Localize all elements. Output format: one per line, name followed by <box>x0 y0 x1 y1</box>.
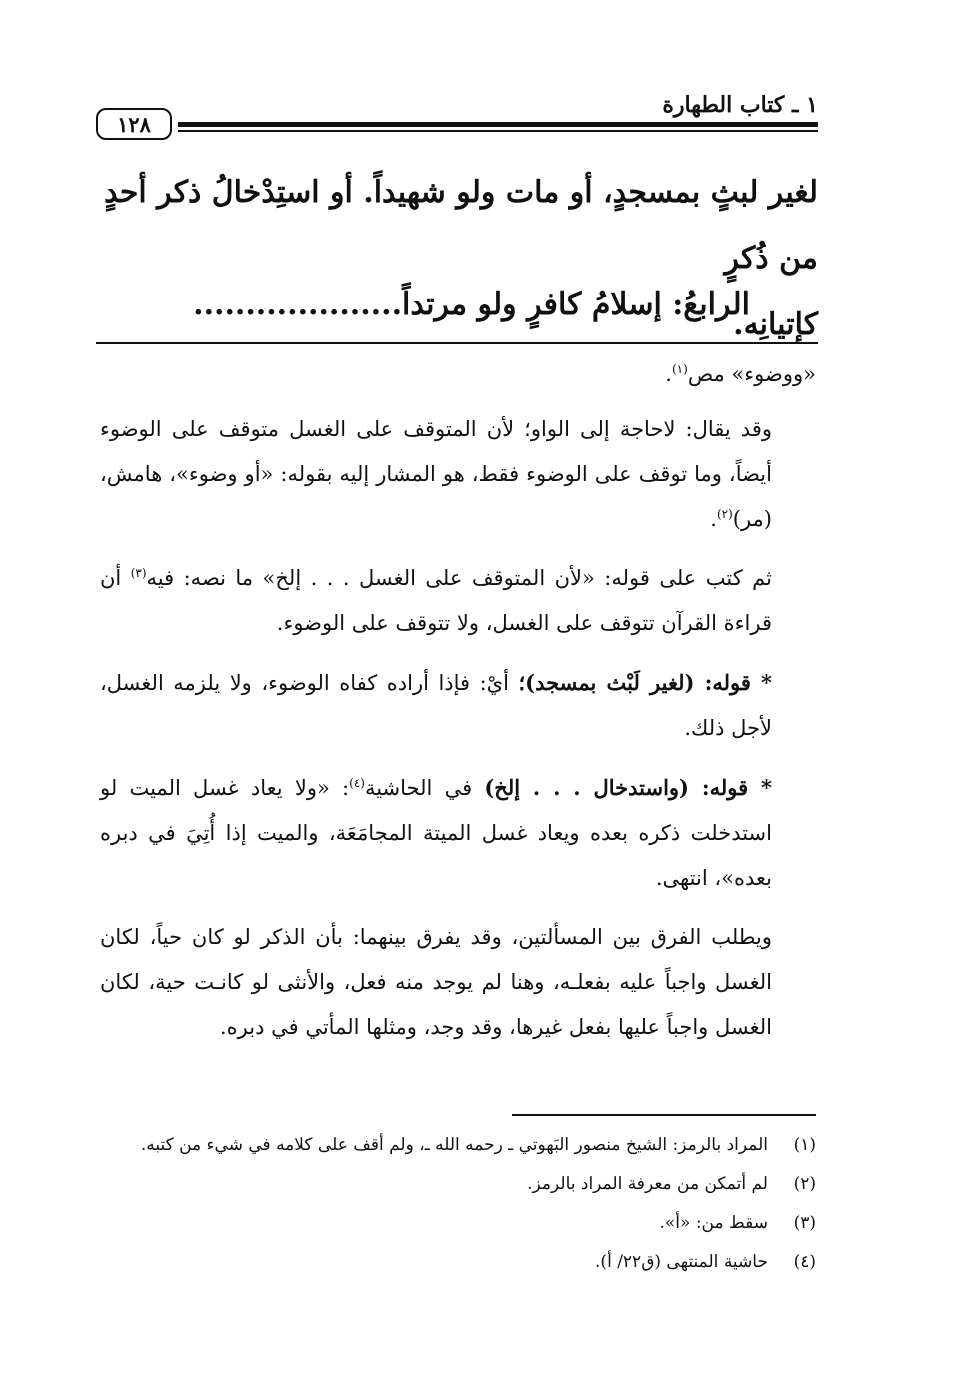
footnote-item <box>100 1243 816 1282</box>
footnote-ref-1: (١) <box>671 362 688 376</box>
page-header <box>96 92 818 142</box>
commentary-text: ثم كتب على قوله: «لأن المتوقف على الغسل . . . إلخ» ما نصه: فيه <box>146 566 772 590</box>
footnote-ref-2: (٢) <box>716 507 733 521</box>
commentary-text: «ووضوء» مص <box>687 362 816 386</box>
quoted-phrase: * قوله: (لغير لَبْث بمسجد)؛ <box>518 670 772 695</box>
commentary-paragraph-2 <box>100 407 816 542</box>
footnote-text: المراد بالرمز: الشيخ منصور البَهوتي ـ رحمه الله ـ، ولم أقف على كلامه في شيء من كتبه. <box>140 1135 768 1155</box>
footnote-text: لم أتمكن من معرفة المراد بالرمز. <box>527 1174 768 1194</box>
footnote-item <box>100 1165 816 1204</box>
footnote-number: (١) <box>793 1135 816 1155</box>
matn-fourth-dots: .................... <box>193 287 403 322</box>
matn-fourth-condition <box>110 280 750 330</box>
commentary <box>100 352 816 1064</box>
commentary-text: ويطلب الفرق بين المسألتين، وقد يفرق بينهما: بأن الذكر لو كان حياً، لكان الغسل واجباً عليه بفعلـه، وهنا لم يوجد منه فعل، والأنثى لو كانـت حية، لكان الغسل واجباً عليها بفعل غيرها، وقد وجد، ومثلها المأتي في دبره. <box>100 925 772 1039</box>
matn-divider <box>96 342 818 344</box>
commentary-paragraph-4 <box>100 660 816 751</box>
footnote-text: سقط من: «أ». <box>659 1213 768 1233</box>
footnote-number: (٣) <box>793 1213 816 1233</box>
footnote-item <box>100 1204 816 1243</box>
commentary-text: . <box>710 507 717 531</box>
quoted-phrase: * قوله: (واستدخال . . . إلخ) <box>484 775 772 800</box>
commentary-paragraph-5 <box>100 765 816 901</box>
commentary-text: في الحاشية <box>364 776 485 800</box>
footnote-number: (٤) <box>793 1252 816 1272</box>
footnote-number: (٢) <box>793 1174 816 1194</box>
footnotes <box>100 1126 816 1282</box>
commentary-text: : «ولا يعاد غسل الميت لو استدخلت ذكره بعده ويعاد غسل الميتة المجامَعَة، والميت إذا أُتِيَ في دبره بعده»، انتهى. <box>100 776 772 890</box>
header-rule-thick <box>178 122 818 127</box>
chapter-title: ١ ـ كتاب الطهارة <box>662 92 818 118</box>
footnote-ref-3: (٣) <box>130 566 147 580</box>
commentary-text: أن قراءة القرآن تتوقف على الغسل، ولا تتوقف على الوضوء. <box>100 566 772 635</box>
footnote-ref-4: (٤) <box>349 776 365 790</box>
footnote-text: حاشية المنتهى (ق٢٢/ أ). <box>595 1252 768 1272</box>
matn-line-2: كإتيانِه. <box>733 307 818 342</box>
matn-line-1: لغير لبثٍ بمسجدٍ، أو مات ولو شهيداً. أو استِدْخالُ ذكر أحدٍ من ذُكرٍ <box>104 175 818 276</box>
footnote-item <box>100 1126 816 1165</box>
commentary-text: . <box>665 362 672 386</box>
commentary-text: أيْ: فإذا أراده كفاه الوضوء، ولا يلزمه الغسل، لأجل ذلك. <box>100 671 772 740</box>
commentary-paragraph-1 <box>100 352 816 397</box>
page-number: ١٢٨ <box>96 108 172 140</box>
header-rule-thin <box>178 130 818 132</box>
footnote-rule <box>512 1114 816 1116</box>
commentary-text: وقد يقال: لاحاجة إلى الواو؛ لأن المتوقف على الغسل متوقف على الوضوء أيضاً، وما توقف على الوضوء فقط، هو المشار إليه بقوله: «أو وضوء»، هامش، (مر) <box>100 417 772 531</box>
commentary-paragraph-3 <box>100 556 816 646</box>
matn-fourth-text: الرابعُ: إسلامُ كافرٍ ولو مرتداً <box>402 287 750 322</box>
commentary-paragraph-6 <box>100 915 816 1050</box>
